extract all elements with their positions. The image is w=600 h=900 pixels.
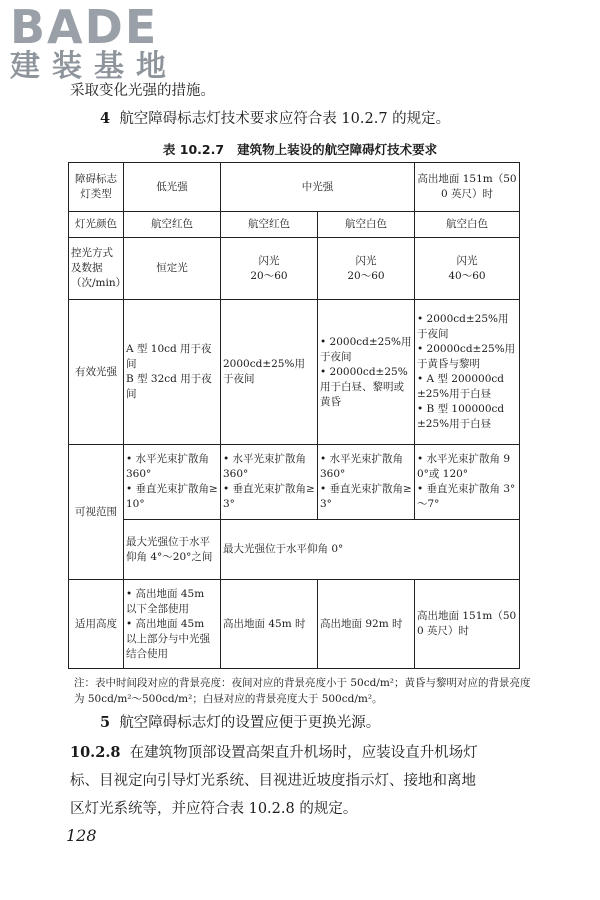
- table-number: 表 10.2.7: [162, 142, 225, 157]
- clause-line: 标、目视定向引导灯光系统、目视进近坡度指示灯、接地和离地: [70, 773, 476, 789]
- cell-line: • 水平光束扩散角 360°: [223, 453, 307, 480]
- cell: [221, 238, 318, 300]
- item-5-number: 5: [100, 714, 111, 731]
- item-5: [100, 712, 380, 734]
- cell: 恒定光: [124, 238, 221, 300]
- cell-line: • 水平光束扩散角 90°或 120°: [417, 453, 511, 480]
- table-row: [69, 300, 520, 445]
- clause-line: 在建筑物顶部设置高架直升机场时，应装设直升机场灯: [129, 745, 478, 761]
- cell: [415, 238, 520, 300]
- table-row: [69, 238, 520, 300]
- cell: 高出地面 92m 时: [318, 580, 415, 669]
- table-title: 建筑物上装设的航空障碍灯技术要求: [237, 142, 438, 157]
- header-high: 高出地面 151m（500 英尺）时: [415, 163, 520, 212]
- cell: [124, 300, 221, 445]
- item-4-text: 航空障碍标志灯技术要求应符合表 10.2.7 的规定。: [119, 111, 451, 127]
- cell: [318, 445, 415, 520]
- cell-line: • A 型 200000cd±25%用于白昼: [417, 373, 504, 400]
- item-4: [100, 108, 450, 130]
- cell: 2000cd±25%用于夜间: [221, 300, 318, 445]
- cell-line: • 水平光束扩散角 360°: [320, 453, 404, 480]
- cell-line: • B 型 100000cd±25%用于白昼: [417, 403, 505, 430]
- cell-line: • 水平光束扩散角 360°: [126, 453, 210, 480]
- cell: 高出地面 45m 时: [221, 580, 318, 669]
- header-mid: 中光强: [221, 163, 415, 212]
- page-number: 128: [66, 826, 97, 845]
- cell: [124, 580, 221, 669]
- clause-10-2-8: [70, 742, 478, 764]
- cell-line: • 高出地面 45m 以下全部使用: [126, 587, 205, 615]
- label-color: 灯光颜色: [69, 212, 124, 238]
- cell: [124, 445, 221, 520]
- cell: [415, 300, 520, 445]
- cell-line: • 垂直光束扩散角 3°～7°: [417, 483, 516, 510]
- clause-line: 区灯光系统等，并应符合表 10.2.8 的规定。: [70, 801, 358, 817]
- cell-line: 20～60: [347, 269, 385, 282]
- label-control: 控光方式及数据（次/min）: [69, 238, 124, 300]
- cell: [415, 445, 520, 520]
- table-note: 注：表中时间段对应的背景亮度：夜间对应的背景亮度小于 50cd/m²；黄昏与黎明对应的背景亮度为 50cd/m²～500cd/m²；白昼对应的背景亮度大于 500cd/m²。: [74, 677, 531, 705]
- cell: [318, 300, 415, 445]
- spec-table: [68, 162, 520, 669]
- cell-line: 闪光: [355, 254, 377, 267]
- table-row: [69, 163, 520, 212]
- cell-line: • 垂直光束扩散角≥3°: [320, 483, 412, 510]
- cell: [221, 445, 318, 520]
- table-row: [69, 520, 520, 580]
- header-low: 低光强: [124, 163, 221, 212]
- cell: 航空红色: [221, 212, 318, 238]
- cell: 最大光强位于水平仰角 0°: [221, 520, 520, 580]
- cell-line: • 2000cd±25%用于夜间: [320, 335, 412, 363]
- cell-line: • 20000cd±25%用于白昼、黎明或黄昏: [320, 365, 408, 408]
- table-row: [69, 445, 520, 520]
- label-height: 适用高度: [69, 580, 124, 669]
- cell-line: 闪光: [456, 254, 478, 267]
- table-row: [69, 580, 520, 669]
- cell-line: A 型 10cd 用于夜间: [126, 343, 212, 370]
- clause-number: 10.2.8: [70, 744, 121, 761]
- cell-line: B 型 32cd 用于夜间: [126, 373, 212, 400]
- watermark-brand: BADE: [10, 0, 159, 54]
- label-intensity: 有效光强: [69, 300, 124, 445]
- cell-line: • 高出地面 45m 以上部分与中光强结合使用: [126, 617, 210, 660]
- cell-line: 40～60: [448, 269, 486, 282]
- cell-line: 闪光: [258, 254, 280, 267]
- item-4-number: 4: [100, 110, 111, 127]
- cell: [318, 238, 415, 300]
- watermark-logo: [10, 0, 178, 84]
- table-caption: [0, 140, 600, 158]
- cell-line: • 20000cd±25%用于黄昏与黎明: [417, 343, 516, 370]
- cell: 航空红色: [124, 212, 221, 238]
- table-row: [69, 212, 520, 238]
- cell-line: • 垂直光束扩散角≥3°: [223, 483, 315, 510]
- cell: 航空白色: [318, 212, 415, 238]
- cell: 航空白色: [415, 212, 520, 238]
- item-5-text: 航空障碍标志灯的设置应便于更换光源。: [119, 715, 381, 731]
- paragraph-fragment: 采取变化光强的措施。: [70, 83, 215, 99]
- label-visibility: 可视范围: [69, 445, 124, 580]
- cell: 高出地面 151m（500 英尺）时: [415, 580, 520, 669]
- watermark-cn: 建装基地: [10, 49, 178, 84]
- cell: 最大光强位于水平仰角 4°～20°之间: [124, 520, 221, 580]
- cell-line: • 垂直光束扩散角≥10°: [126, 483, 218, 510]
- cell-line: • 2000cd±25%用于夜间: [417, 313, 509, 340]
- cell-line: 20～60: [250, 269, 288, 282]
- header-type: 障碍标志灯类型: [69, 163, 124, 212]
